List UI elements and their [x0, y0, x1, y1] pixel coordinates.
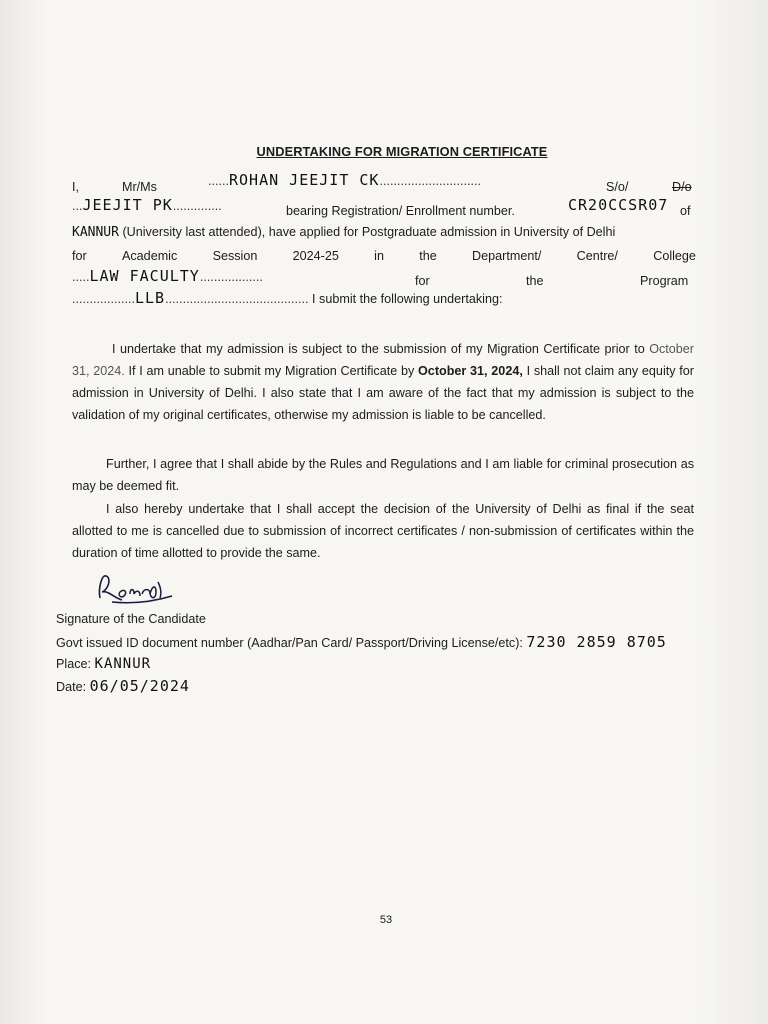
date-handwritten: 06/05/2024	[89, 677, 190, 695]
p1-date-1: October 31, 2024.	[72, 342, 694, 378]
university-handwritten: KANNUR	[72, 225, 119, 240]
parent-handwritten: JEEJIT PK	[82, 196, 173, 214]
word: Department/	[472, 249, 542, 263]
name-field: ......ROHAN JEEJIT CK.............................	[208, 171, 481, 189]
word: Centre/	[576, 249, 618, 263]
word: 2024-25	[292, 249, 339, 263]
university-text: (University last attended), have applied for Postgraduate admission in University of Delhi	[122, 225, 616, 239]
document-title: UNDERTAKING FOR MIGRATION CERTIFICATE	[256, 144, 548, 159]
parent-field: ...JEEJIT PK..............	[72, 196, 222, 214]
submit-text: I submit the following undertaking:	[312, 292, 503, 306]
enroll-label: bearing Registration/ Enrollment number.	[286, 204, 515, 218]
signature-image	[92, 568, 182, 608]
id-line	[56, 634, 667, 651]
id-handwritten: 7230 2859 8705	[526, 633, 667, 651]
word: for	[72, 249, 87, 263]
academic-line	[72, 248, 696, 264]
word: in	[374, 249, 384, 263]
place-line	[56, 656, 151, 672]
word: Session	[212, 249, 258, 263]
page-number: 53	[379, 914, 393, 926]
id-label: Govt issued ID document number (Aadhar/Pan Card/ Passport/Driving License/etc):	[56, 636, 523, 650]
date-label: Date:	[56, 680, 87, 694]
salutation: Mr/Ms	[122, 180, 157, 194]
word: Academic	[121, 249, 178, 263]
date-line	[56, 678, 190, 695]
word: the	[419, 249, 437, 263]
name-handwritten: ROHAN JEEJIT CK	[229, 171, 380, 189]
signature-label: Signature of the Candidate	[56, 612, 206, 626]
so-label: S/o/	[606, 180, 629, 194]
paragraph-3: I also hereby undertake that I shall accept the decision of the University of Delhi as final if the seat allotted to me is cancelled due to submission of incorrect certificates / non-submission of certificates within the duration of time allotted to provide the same.	[72, 502, 694, 560]
paragraph-1	[72, 338, 694, 426]
do-struck-label: D/o	[672, 180, 692, 194]
university-line	[72, 224, 615, 241]
p1-part-a: I undertake that my admission is subject to the submission of my Migration Certificate prior to	[112, 342, 645, 356]
i-label: I,	[72, 180, 79, 194]
the-label: the	[526, 274, 544, 288]
word: College	[653, 249, 696, 263]
p1-date-2: October 31, 2024,	[418, 364, 523, 378]
program-handwritten: LLB	[134, 289, 166, 307]
program-label: Program	[640, 274, 689, 288]
program-field: ..................LLB......................................... I submit the following undertaking:	[72, 289, 503, 307]
place-label: Place:	[56, 657, 92, 671]
form-line-name	[72, 179, 79, 195]
paragraph-2: Further, I agree that I shall abide by the Rules and Regulations and I am liable for criminal prosecution as may be deemed fit.	[72, 457, 694, 493]
p1-part-c: I shall not claim any equity for admission in University of Delhi. I also state that I am aware of the fact that my admission is subject to the validation of my original certificates, otherwise my admission is liable to be cancelled.	[72, 364, 694, 422]
of-label: of	[680, 204, 691, 218]
department-handwritten: LAW FACULTY	[89, 267, 200, 285]
place-handwritten: KANNUR	[94, 656, 152, 672]
for-label: for	[415, 274, 430, 288]
enroll-handwritten: CR20CCSR07	[568, 196, 669, 214]
p1-part-b: If I am unable to submit my Migration Certificate by	[128, 364, 415, 378]
department-field: .....LAW FACULTY..................	[72, 267, 263, 285]
